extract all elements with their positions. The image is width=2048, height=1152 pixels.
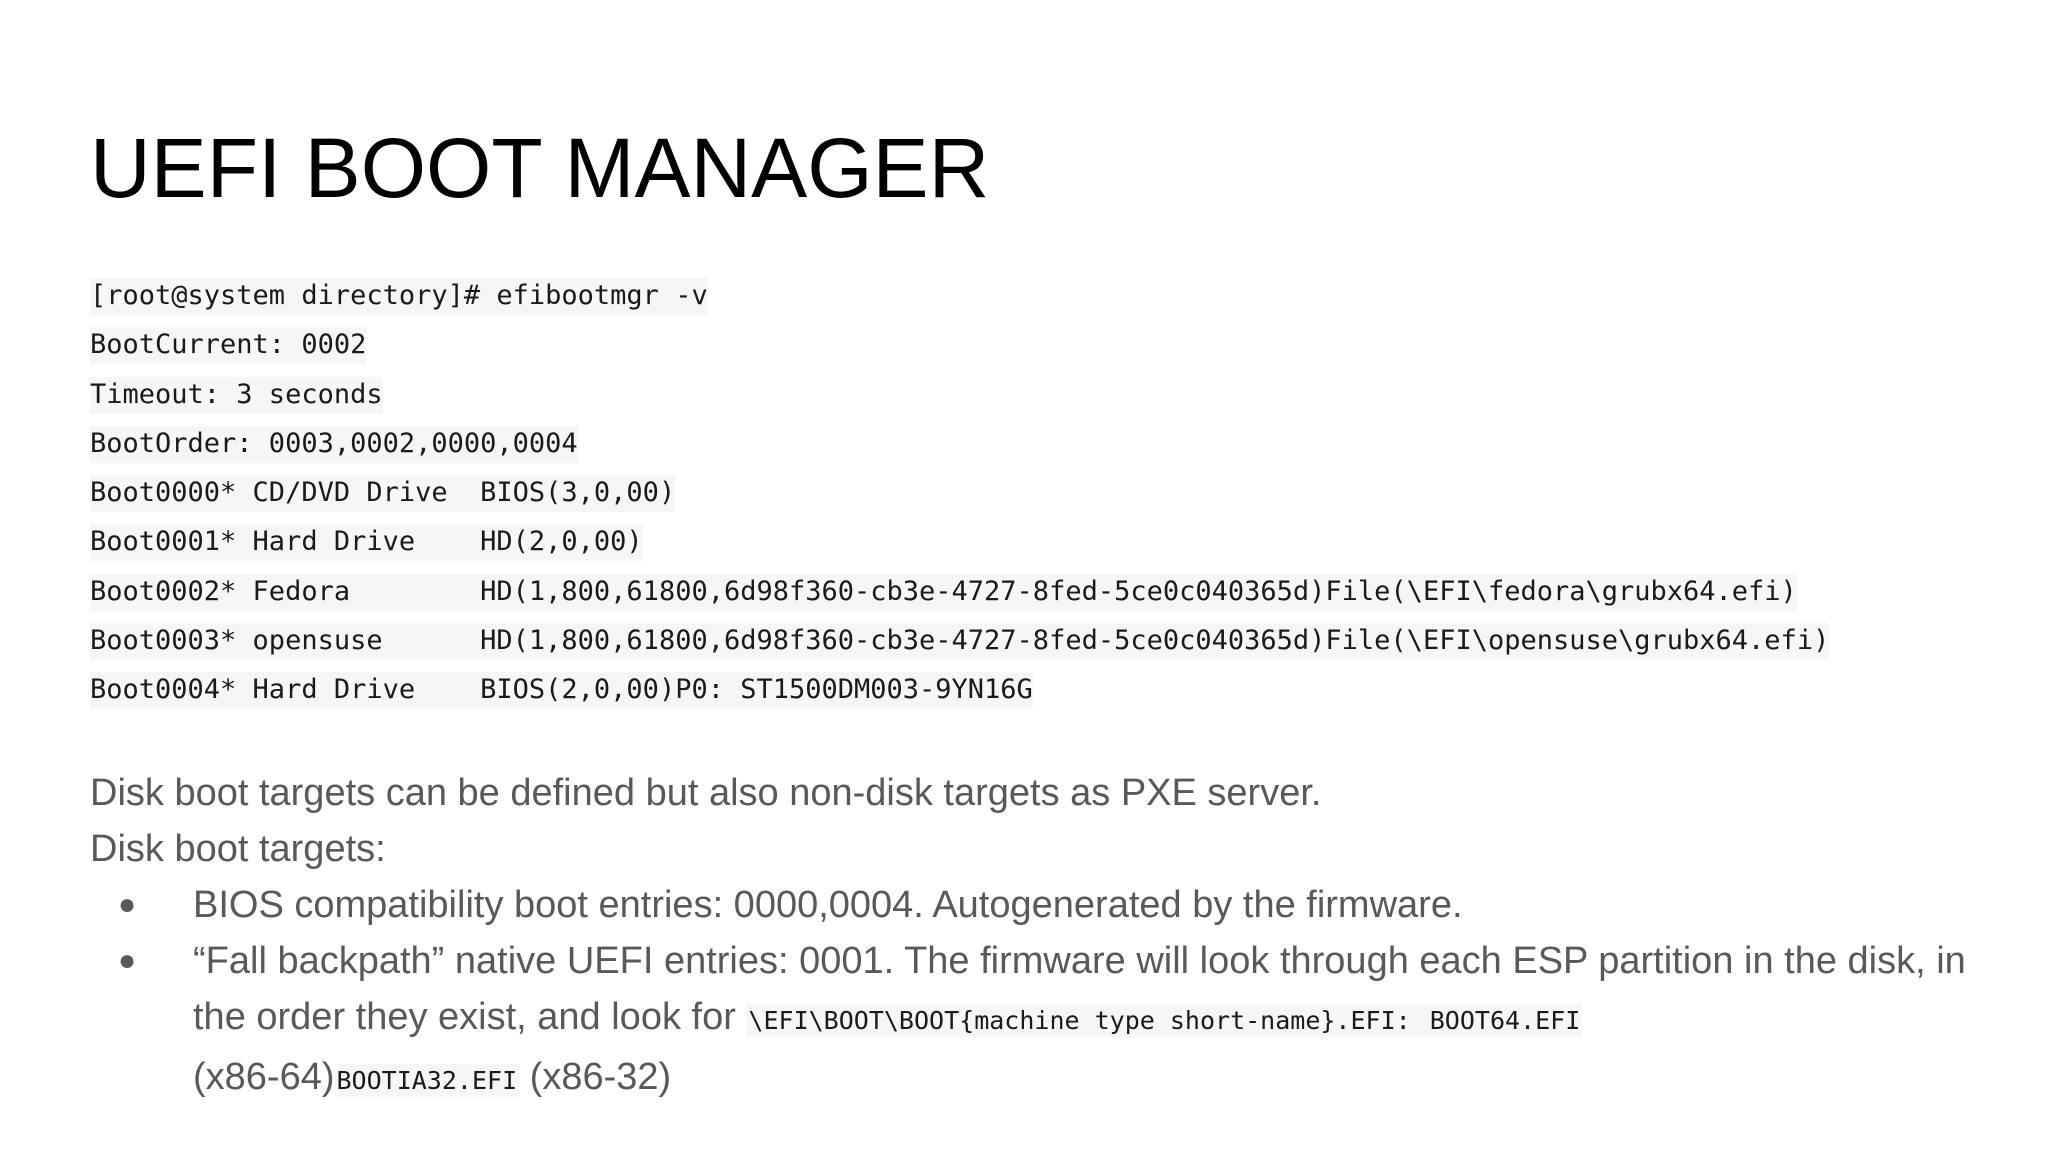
terminal-line-text: Boot0004* Hard Drive BIOS(2,0,00)P0: ST1500DM003-9YN16G (90, 672, 1033, 709)
terminal-line (90, 375, 1829, 424)
terminal-line (90, 424, 1829, 473)
terminal-line (90, 522, 1829, 571)
bullet-item-fallback (90, 933, 2023, 1109)
terminal-line (90, 670, 1829, 719)
bullet-text-arch-64: (x86-64) (193, 1056, 335, 1098)
paragraph-disk-boot-targets: Disk boot targets: (90, 828, 386, 870)
bullet-text: “Fall backpath” native UEFI entries: 0001. The firmware will look through each ESP partition in the disk, in the order they exist, and look for (193, 940, 1966, 1038)
terminal-line-text: [root@system directory]# efibootmgr -v (90, 278, 708, 315)
terminal-line (90, 473, 1829, 522)
terminal-line (90, 621, 1829, 670)
bullet-text: BIOS compatibility boot entries: 0000,0004. Autogenerated by the firmware. (193, 884, 1463, 926)
bullet-dot-icon: ● (118, 944, 137, 977)
terminal-line-text: Boot0001* Hard Drive HD(2,0,00) (90, 524, 643, 561)
slide-title: UEFI BOOT MANAGER (90, 121, 990, 215)
terminal-output (90, 276, 1829, 720)
bullet-list (90, 877, 1990, 1109)
terminal-line (90, 325, 1829, 374)
terminal-line-text: BootCurrent: 0002 (90, 327, 366, 364)
terminal-line-text: Boot0003* opensuse HD(1,800,61800,6d98f360-cb3e-4727-8fed-5ce0c040365d)File(\EFI\opensuse\grubx64.efi) (90, 623, 1829, 660)
bullet-item-bios (90, 877, 2023, 933)
terminal-line-text: Boot0002* Fedora HD(1,800,61800,6d98f360-cb3e-4727-8fed-5ce0c040365d)File(\EFI\fedora\grubx64.efi) (90, 574, 1797, 611)
bullet-dot-icon: ● (118, 888, 137, 921)
terminal-line (90, 276, 1829, 325)
bullet-text-arch-32: (x86-32) (519, 1056, 672, 1098)
terminal-line-text: Boot0000* CD/DVD Drive BIOS(3,0,00) (90, 475, 675, 512)
paragraph-boot-targets: Disk boot targets can be defined but also non-disk targets as PXE server. (90, 772, 1322, 814)
inline-code-boot64: BOOT64.EFI (1429, 1006, 1581, 1035)
inline-code-efi-path: \EFI\BOOT\BOOT{machine type short-name}.EFI: (748, 1006, 1426, 1035)
terminal-line-text: Timeout: 3 seconds (90, 377, 383, 414)
terminal-line-text: BootOrder: 0003,0002,0000,0004 (90, 426, 578, 463)
body-text (90, 765, 1990, 1109)
inline-code-bootia32: BOOTIA32.EFI (336, 1066, 518, 1095)
terminal-line (90, 572, 1829, 621)
